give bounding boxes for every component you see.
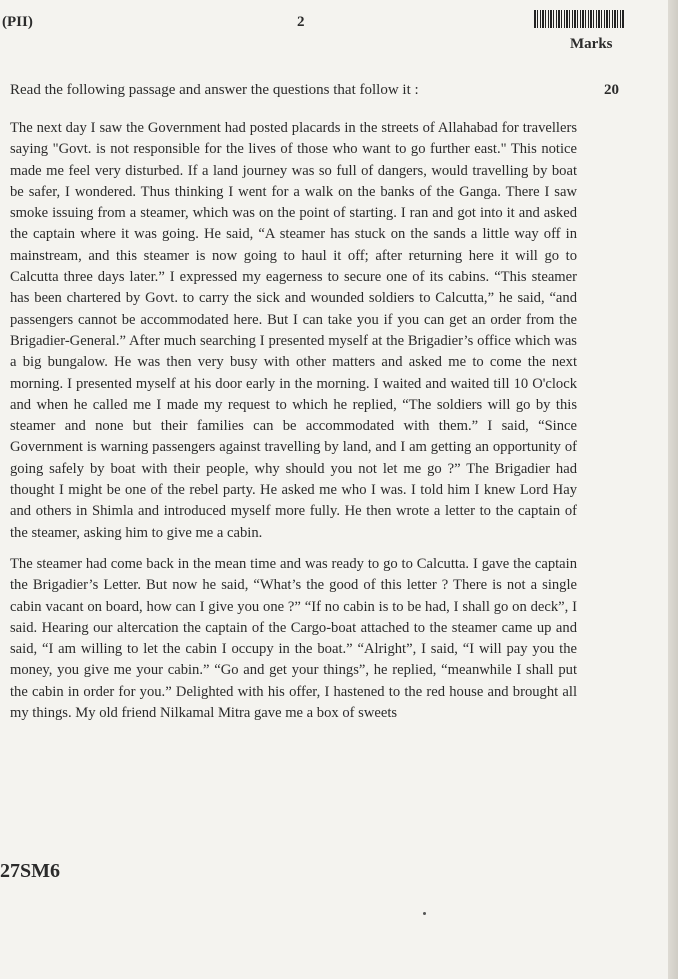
question-marks: 20	[604, 82, 619, 98]
reading-passage	[10, 118, 577, 724]
marks-column-label: Marks	[570, 36, 613, 52]
print-speck	[423, 912, 426, 915]
question-instruction: Read the following passage and answer the questions that follow it :	[10, 82, 419, 98]
passage-paragraph: The steamer had come back in the mean time and was ready to go to Calcutta. I gave the captain the Brigadier’s Letter. But now he said, “What’s the good of this letter ? There is not a single cabin vacant on board, how can I give you one ?” “If no cabin is to be had, I shall go on deck”, I said. Hearing our altercation the captain of the Cargo-boat attached to the steamer came up and said, “I am willing to let the cabin I occupy in the boat.” “Alright”, I said, “I will pay you the money, you give me your cabin.” “Go and get your things”, he replied, “meanwhile I shall put the cabin in order for you.” Delighted with his offer, I hastened to the red house and brought all my things. My old friend Nilkamal Mitra gave me a box of sweets	[10, 555, 577, 722]
page-edge	[668, 0, 678, 979]
page-number: 2	[297, 14, 305, 30]
barcode-icon	[534, 10, 624, 28]
paper-code: 27SM6	[0, 860, 60, 882]
passage-paragraph: The next day I saw the Government had posted placards in the streets of Allahabad for travellers saying "Govt. is not responsible for the lives of those who want to go further east." This notice made me feel very disturbed. If a land journey was so full of dangers, would travelling by boat be safer, I wondered. Thus thinking I went for a walk on the banks of the Ganga. There I saw smoke issuing from a steamer, which was on the point of starting. I ran and got into it and asked the captain where it was going. He said, “A steamer has stuck on the sands a little way off in mainstream, and this steamer is now going to haul it off; after returning here it will go to Calcutta three days later.” I expressed my eagerness to secure one of its cabins. “This steamer has been chartered by Govt. to carry the sick and wounded soldiers to Calcutta,” he said, “and passengers cannot be accommodated here. But I can take you if you can get an order from the Brigadier-General.” After much searching I presented myself at the Brigadier’s office which was a big bungalow. He was then very busy with other matters and asked me to come the next morning. I presented myself at his door early in the morning. I waited and waited till 10 O'clock and when he called me I made my request to which he replied, “The soldiers will go by this steamer and none but their families can be accommodated with them.” I said, “Since Government is warning passengers against travelling by land, and I am getting an opportunity of going safely by boat with their people, why should you not let me go ?” The Brigadier had thought I might be one of the rebel party. He asked me who I was. I told him I knew Lord Hay and others in Shimla and introduced myself more fully. He then wrote a letter to the captain of the steamer, asking him to give me a cabin.	[10, 120, 577, 541]
paper-section-code: (PII)	[2, 14, 33, 30]
